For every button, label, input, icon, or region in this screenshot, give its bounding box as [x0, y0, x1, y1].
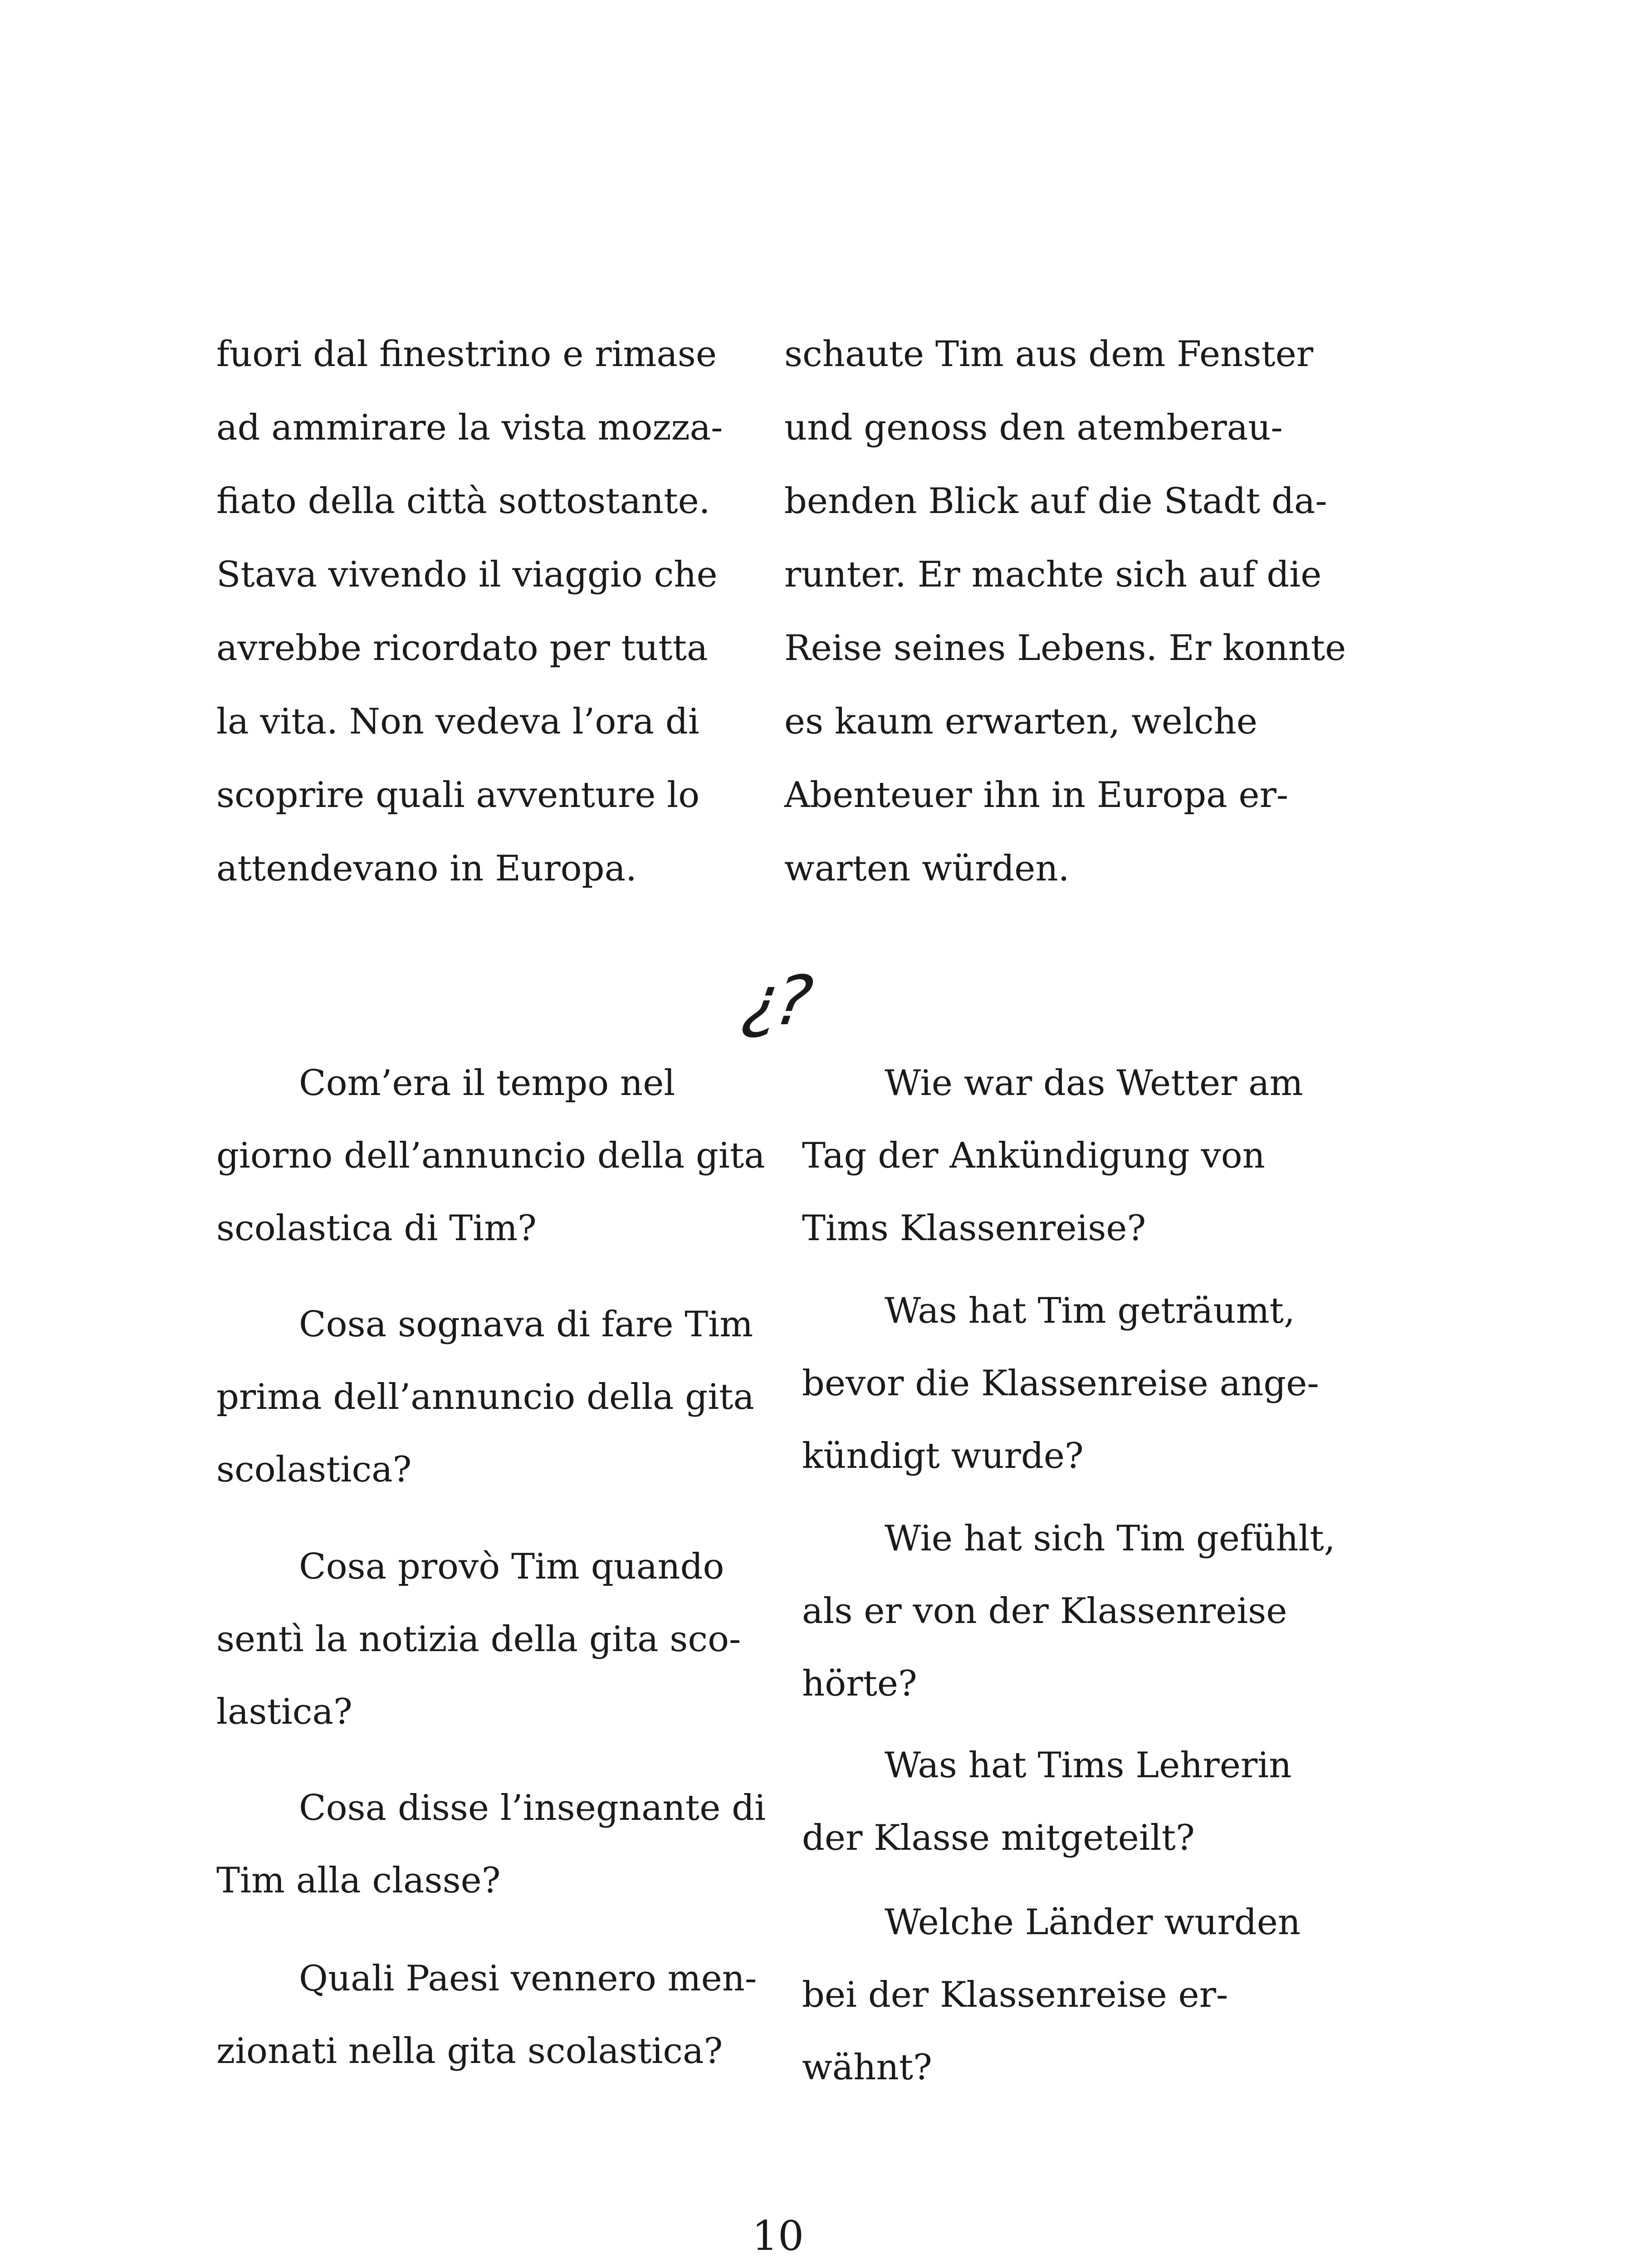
text-line: fuori dal finestrino e rimase [216, 334, 717, 375]
question-line: zionati nella gita scolastica? [216, 2031, 723, 2072]
question-line: Was hat Tims Lehrerin [885, 1745, 1292, 1786]
text-line: la vita. Non vedeva l’ora di [216, 701, 699, 742]
text-line: scoprire quali avventure lo [216, 775, 700, 816]
question-line: scolastica? [216, 1449, 412, 1490]
text-line: fiato della città sottostante. [216, 481, 710, 522]
question-line: hörte? [802, 1663, 917, 1704]
question-line: Was hat Tim geträumt, [885, 1290, 1295, 1331]
question-it-4 [216, 1772, 766, 1917]
question-line: Tim alla classe? [216, 1860, 501, 1901]
question-line: lastica? [216, 1691, 352, 1732]
question-line: kündigt wurde? [802, 1436, 1084, 1476]
question-line: Welche Länder wurden [885, 1902, 1301, 1943]
question-line: Wie hat sich Tim gefühlt, [885, 1518, 1335, 1559]
text-line: Reise seines Lebens. Er konnte [784, 628, 1346, 669]
question-line: der Klasse mitgeteilt? [802, 1818, 1195, 1858]
text-line: Stava vivendo il viaggio che [216, 554, 718, 595]
question-line: bevor die Klassenreise ange- [802, 1363, 1319, 1404]
question-line: Cosa provò Tim quando [299, 1546, 724, 1587]
text-line: attendevano in Europa. [216, 848, 637, 889]
question-line: Com’era il tempo nel [299, 1063, 675, 1104]
text-line: warten würden. [784, 848, 1070, 889]
question-line: Tag der Ankündigung von [802, 1135, 1265, 1176]
question-de-4 [802, 1729, 1291, 1874]
text-line: benden Blick auf die Stadt da- [784, 481, 1327, 522]
question-line: giorno dell’annuncio della gita [216, 1135, 765, 1176]
page-number: 10 [752, 2212, 804, 2260]
question-de-3 [802, 1502, 1335, 1720]
question-line: sentì la notizia della gita sco- [216, 1619, 741, 1660]
text-line: es kaum erwarten, welche [784, 701, 1258, 742]
text-line: schaute Tim aus dem Fenster [784, 334, 1314, 375]
story-paragraph-italian [216, 318, 723, 905]
question-line: wähnt? [802, 2047, 932, 2088]
question-mark-divider: ¿? [738, 962, 813, 1041]
question-line: Cosa disse l’insegnante di [299, 1788, 766, 1828]
question-line: scolastica di Tim? [216, 1208, 537, 1249]
question-it-5 [216, 1942, 757, 2087]
question-line: Wie war das Wetter am [885, 1063, 1303, 1104]
question-it-1 [216, 1047, 765, 1265]
question-line: bei der Klassenreise er- [802, 1975, 1228, 2015]
question-it-2 [216, 1288, 754, 1506]
question-de-2 [802, 1275, 1319, 1492]
text-line: Abenteuer ihn in Europa er- [784, 775, 1289, 816]
text-line: und genoss den atemberau- [784, 407, 1283, 448]
text-line: runter. Er machte sich auf die [784, 554, 1322, 595]
question-line: als er von der Klassenreise [802, 1591, 1287, 1632]
question-line: prima dell’annuncio della gita [216, 1377, 755, 1418]
question-de-1 [802, 1047, 1303, 1265]
question-line: Cosa sognava di fare Tim [299, 1304, 753, 1345]
text-line: ad ammirare la vista mozza- [216, 407, 723, 448]
question-line: Tims Klassenreise? [802, 1208, 1146, 1249]
question-line: Quali Paesi vennero men- [299, 1958, 757, 1999]
text-line: avrebbe ricordato per tutta [216, 628, 708, 669]
question-de-5 [802, 1886, 1301, 2104]
story-paragraph-german [784, 318, 1346, 905]
question-it-3 [216, 1530, 741, 1748]
